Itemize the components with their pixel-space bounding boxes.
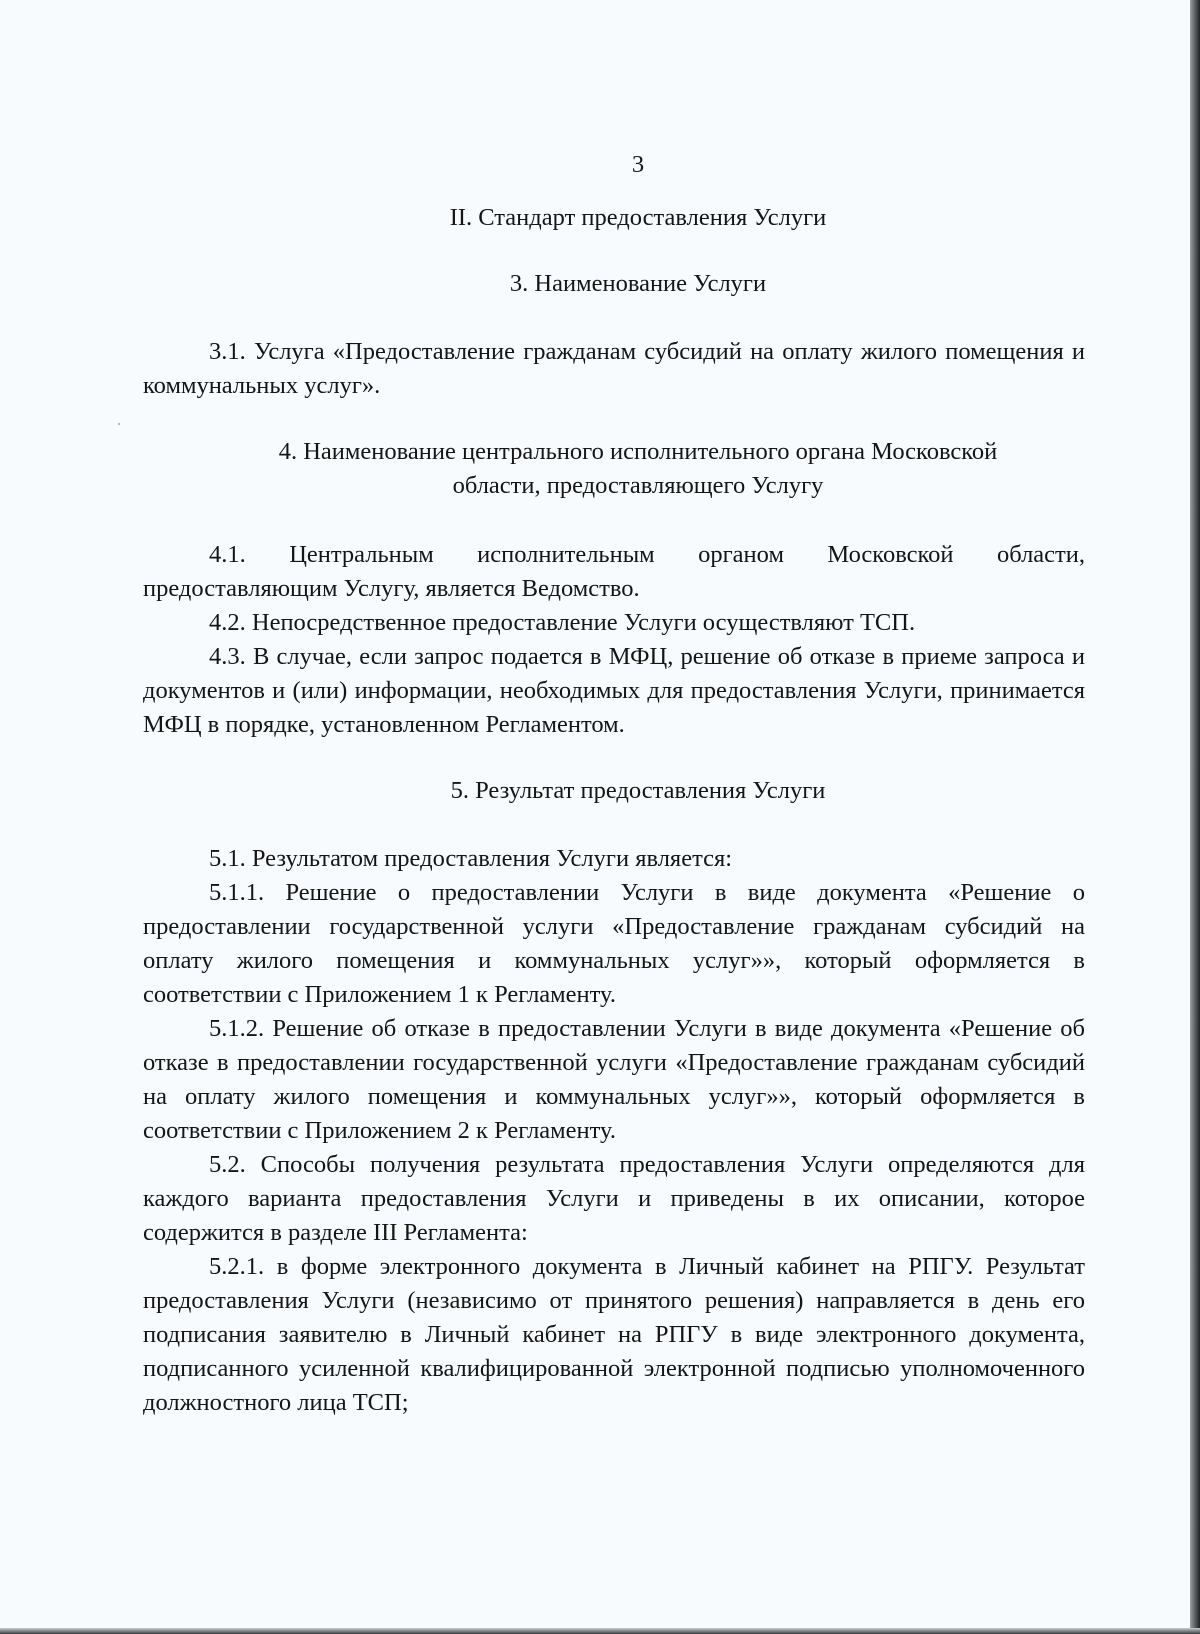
heading-4-line2: области, предоставляющего Услугу: [452, 472, 824, 499]
paragraph-5-2: 5.2. Способы получения результата предоставления Услуги определяются для каждого варианта предоставления Услуги и приведены в их описании, которое содержится в разделе III Регламента:: [143, 1151, 1085, 1246]
paragraph-5-1-1: 5.1.1. Решение о предоставлении Услуги в виде документа «Решение о предоставлении государственной услуги «Предоставление гражданам субсидий на оплату жилого помещения и коммунальных услуг»», который оформляется в соответствии с Приложением 1 к Регламенту.: [143, 879, 1085, 1008]
scan-edge-right: [1190, 0, 1200, 1634]
heading-4-line1: 4. Наименование центрального исполнительного органа Московской: [278, 438, 998, 465]
paragraph-3-1: 3.1. Услуга «Предоставление гражданам субсидий на оплату жилого помещения и коммунальных услуг».: [143, 338, 1085, 399]
paragraph-4-1: 4.1. Центральным исполнительным органом Московской области, предоставляющим Услугу, является Ведомство.: [143, 541, 1085, 602]
section-title: II. Стандарт предоставления Услуги: [449, 204, 827, 231]
scan-edge-bottom: [0, 1628, 1200, 1634]
scan-speck: [118, 423, 120, 425]
document-page: [143, 148, 1085, 1420]
paragraph-4-2: 4.2. Непосредственное предоставление Услуги осуществляют ТСП.: [209, 609, 916, 636]
paragraph-4-3: 4.3. В случае, если запрос подается в МФЦ, решение об отказе в приеме запроса и документов и (или) информации, необходимых для предоставления Услуги, принимается МФЦ в порядке, установленном Регламентом.: [143, 643, 1085, 738]
paragraph-5-2-1: 5.2.1. в форме электронного документа в Личный кабинет на РПГУ. Результат предоставления Услуги (независимо от принятого решения) направляется в день его подписания заявителю в Личный кабинет на РПГУ в виде электронного документа, подписанного усиленной квалифицированной электронной подписью уполномоченного должностного лица ТСП;: [143, 1253, 1085, 1416]
page-number: 3: [631, 151, 645, 178]
paragraph-5-1-2: 5.1.2. Решение об отказе в предоставлении Услуги в виде документа «Решение об отказе в предоставлении государственной услуги «Предоставление гражданам субсидий на оплату жилого помещения и коммунальных услуг»», который оформляется в соответствии с Приложением 2 к Регламенту.: [143, 1015, 1085, 1144]
heading-3: 3. Наименование Услуги: [509, 270, 767, 297]
paragraph-5-1: 5.1. Результатом предоставления Услуги является:: [209, 845, 733, 872]
heading-5: 5. Результат предоставления Услуги: [450, 777, 826, 804]
